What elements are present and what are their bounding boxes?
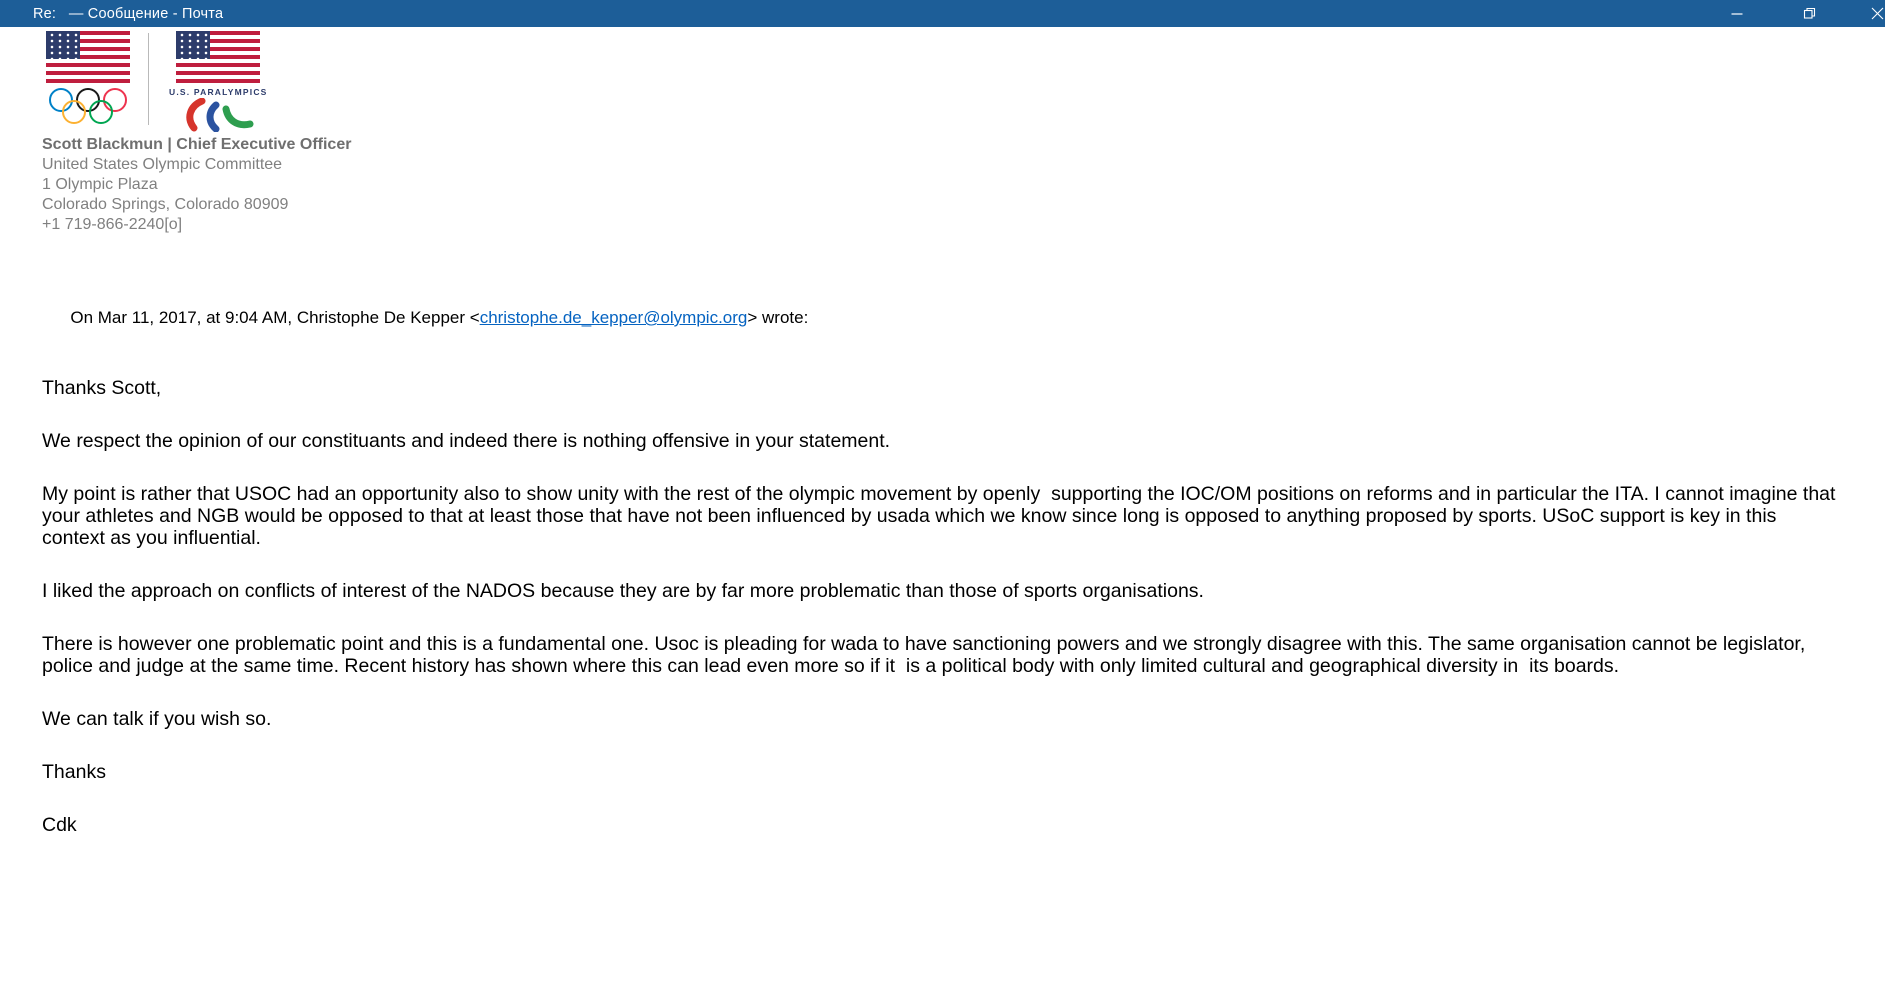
quoted-message-header bbox=[42, 285, 1885, 351]
flag-canton-stars bbox=[46, 31, 80, 59]
title-bar bbox=[0, 0, 1885, 27]
sender-email-link[interactable]: christophe.de_kepper@olympic.org bbox=[479, 308, 748, 327]
paragraph: I liked the approach on conflicts of interest of the NADOS because they are by far more problematic than those of sports organisations. bbox=[42, 580, 1204, 602]
signature-organization: United States Olympic Committee bbox=[42, 156, 283, 173]
flag-canton-stars bbox=[176, 31, 210, 59]
us-flag-icon bbox=[46, 31, 130, 83]
us-flag-icon bbox=[176, 31, 260, 83]
signature-logos bbox=[46, 31, 1885, 127]
restore-icon bbox=[1803, 7, 1816, 20]
signature-name-title: Scott Blackmun | Chief Executive Officer bbox=[42, 136, 352, 153]
paralympics-logo bbox=[169, 31, 268, 137]
logo-divider bbox=[148, 33, 149, 125]
minimize-button[interactable] bbox=[1714, 0, 1760, 27]
paralympics-label: U.S. PARALYMPICS bbox=[169, 87, 268, 97]
paragraph: There is however one problematic point and this is a fundamental one. Usoc is pleading for wada to have sanctioning powers and we strongly disagree with this. The same organisation cannot be legislator, police and judge at the same time. Recent history has shown where this can lead even more so if it is a political body with only limited cultural and geographical diversity in its boards. bbox=[42, 633, 1817, 677]
email-signature bbox=[42, 135, 1885, 235]
closing-line: Cdk bbox=[42, 814, 77, 836]
quoted-message-text bbox=[42, 377, 1842, 836]
paragraph: Thanks Scott, bbox=[42, 377, 162, 399]
closing-line: Thanks bbox=[42, 761, 106, 783]
restore-button[interactable] bbox=[1786, 0, 1832, 27]
minimize-icon bbox=[1731, 8, 1743, 20]
paragraph: My point is rather that USOC had an opportunity also to show unity with the rest of the olympic movement by openly supporting the IOC/OM positions on reforms and in particular the ITA. I cannot imagine that your athletes and NGB would be opposed to that at least those that have not been influenced by usada which we know since long is opposed to anything proposed by sports. USoC support is key in this context as you influential. bbox=[42, 483, 1841, 549]
close-button[interactable] bbox=[1854, 0, 1885, 27]
close-icon bbox=[1871, 7, 1884, 20]
paralympic-agitos-icon bbox=[181, 98, 255, 137]
quote-header-prefix: On Mar 11, 2017, at 9:04 AM, Christophe De Kepper < bbox=[70, 308, 480, 327]
signature-address-line2: Colorado Springs, Colorado 80909 bbox=[42, 196, 289, 213]
paragraph: We respect the opinion of our constituants and indeed there is nothing offensive in your statement. bbox=[42, 430, 891, 452]
usoc-logo bbox=[46, 31, 130, 126]
message-body bbox=[0, 27, 1885, 836]
signature-phone: +1 719-866-2240[o] bbox=[42, 216, 183, 233]
window-title: Re: — Сообщение - Почта bbox=[33, 5, 224, 22]
olympic-rings-icon bbox=[49, 88, 127, 126]
quote-header-suffix: > wrote: bbox=[747, 308, 809, 327]
closing-line: We can talk if you wish so. bbox=[42, 708, 272, 730]
signature-address-line1: 1 Olympic Plaza bbox=[42, 176, 158, 193]
